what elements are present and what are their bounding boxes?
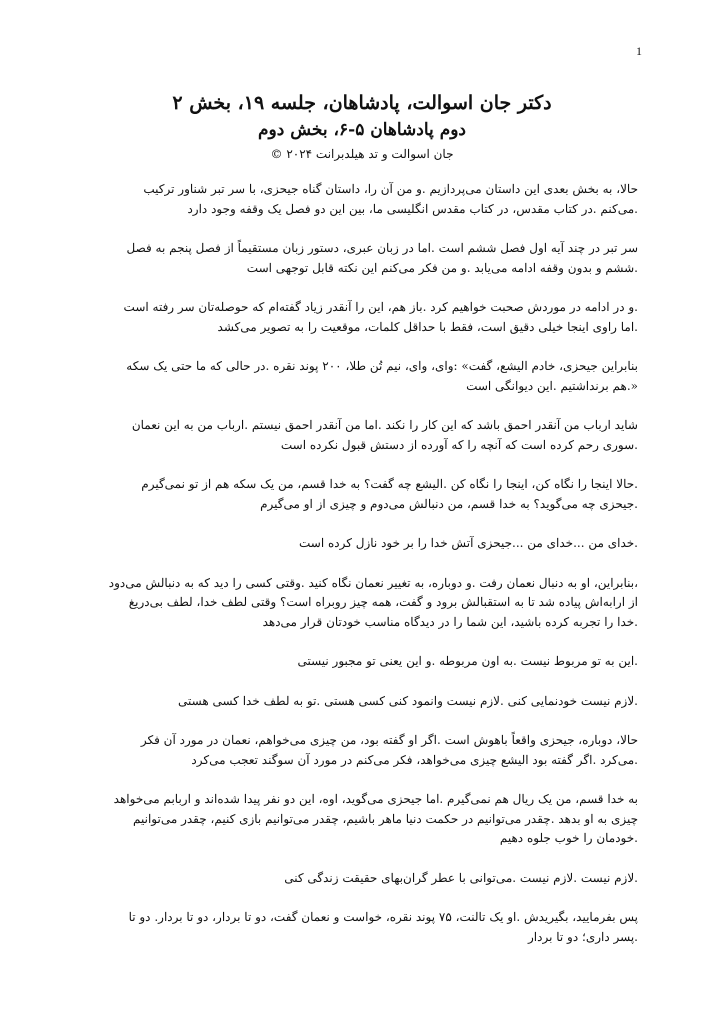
text-line: به خدا قسم، من یک ریال هم نمی‌گیرم .اما جیحزی می‌گوید، اوه، این دو نفر پیدا شده‌اند و اربابم می‌خواهد (113, 792, 638, 806)
text-line: .ششم و بدون وقفه ادامه می‌یابد .و من فکر می‌کنم این نکته قابل توجهی است (246, 260, 638, 275)
paragraph (86, 574, 638, 633)
text-line: بنابراین جیحزی، خادم الیشع، گفت» :وای، وای، نیم تُن طلا، ۲۰۰ پوند نقره .در حالی که ما حتی یک سکه (126, 359, 638, 373)
text-line: شاید ارباب من آنقدر احمق باشد که این کار را نکند .اما من آنقدر احمق نیستم .ارباب من به این نعمان (131, 418, 638, 432)
page-number: 1 (636, 44, 642, 58)
paragraph (86, 869, 638, 889)
paragraph (86, 239, 638, 278)
text-line: .جیحزی چه می‌گوید؟ به خدا قسم، من دنبالش می‌دوم و چیزی از او می‌گیرم (260, 496, 638, 511)
document-body (86, 180, 638, 967)
paragraph (86, 908, 638, 947)
paragraph (86, 298, 638, 337)
paragraph (86, 790, 638, 849)
document-header (0, 90, 724, 163)
text-line: پس بفرمایید، بگیریدش .او یک تالنت، ۷۵ پوند نقره، خواست و نعمان گفت، دو تا بردار، دو تا بردار. دو تا (128, 910, 638, 924)
text-line: چیزی به او بدهد .چقدر می‌توانیم در حکمت دنیا ماهر باشیم، چقدر می‌توانیم بازی کنیم، چقدر می‌توانیم (133, 811, 638, 826)
text-line: .خودمان را خوب جلوه دهیم (499, 831, 638, 845)
text-line: .پسر داری؛ دو تا بردار (528, 929, 638, 944)
text-line: ،بنابراین، او به دنبال نعمان رفت .و دوباره، به تغییر نعمان نگاه کنید .وقتی کسی را دید که به دنبالش می‌دود (108, 575, 638, 590)
text-line: .و در ادامه در موردش صحبت خواهیم کرد .باز هم، این را آنقدر زیاد گفته‌ام که حوصله‌تان سر رفته است (123, 300, 638, 314)
text-line: سر تبر در چند آیه اول فصل ششم است .اما در زبان عبری، دستور زبان مستقیماً از فصل پنجم به فصل (126, 241, 638, 255)
copyright-credit: جان اسوالت و تد هیلدبرانت ۲۰۲۴ © (270, 147, 454, 161)
paragraph (86, 357, 638, 396)
text-line: .این به تو مربوط نیست .به اون مربوطه .و این یعنی تو مجبور نیستی (297, 654, 638, 668)
paragraph (86, 180, 638, 219)
text-line: حالا، به بخش بعدی این داستان می‌پردازیم .و من آن را، داستان گناه جیحزی، با سر تبر شناور ترکیب (143, 182, 638, 196)
text-line: .اما راوی اینجا خیلی دقیق است، فقط با حداقل کلمات، موقعیت را به تصویر می‌کشد (217, 319, 638, 334)
text-line: .خدا را تجربه کرده باشید، این شما را در دیدگاه مناسب خودتان قرار می‌دهد (262, 614, 638, 629)
text-line: .سوری رحم کرده است که آنچه را که آورده از دستش قبول نکرده است (280, 437, 638, 452)
text-line: از ارابه‌اش پیاده شد تا به استقبالش برود و گفت، همه چیز روبراه است؟ وقتی لطف خدا، لطف بی‌دریغ (128, 595, 638, 609)
text-line: .خدای من ...خدای من ...جیحزی آتش خدا را بر خود نازل کرده است (298, 536, 638, 550)
paragraph (86, 692, 638, 712)
document-subtitle: دوم پادشاهان ۵-۶، بخش دوم (257, 120, 467, 140)
text-line: .می‌کنم .در کتاب مقدس، در کتاب مقدس انگلیسی ما، بین این دو فصل یک وقفه وجود دارد (187, 201, 638, 216)
text-line: .حالا اینجا را نگاه کن، اینجا را نگاه کن .الیشع چه گفت؟ به خدا قسم، من یک سکه هم از تو نمی‌گیرم (141, 477, 638, 491)
paragraph (86, 416, 638, 455)
text-line: .لازم نیست خودنمایی کنی .لازم نیست وانمود کنی کسی هستی .تو به لطف خدا کسی هستی (178, 693, 638, 708)
document-title: دکتر جان اسوالت، پادشاهان، جلسه ۱۹، بخش ۲ (172, 92, 552, 114)
text-line: .می‌کرد .اگر گفته بود الیشع چیزی می‌خواهد، فکر می‌کنم در مورد آن سوگند تعجب می‌کرد (191, 752, 638, 767)
text-line: «.هم برنداشتیم .این دیوانگی است (466, 378, 638, 393)
paragraph (86, 731, 638, 770)
text-line: .لازم نیست .لازم نیست .می‌توانی با عطر گران‌بهای حقیقت زندگی کنی (284, 870, 638, 885)
paragraph (86, 652, 638, 672)
paragraph (86, 534, 638, 554)
paragraph (86, 475, 638, 514)
text-line: حالا، دوباره، جیحزی واقعاً باهوش است .اگر او گفته بود، من چیزی می‌خواهم، نعمان در مورد آن فکر (140, 733, 638, 747)
